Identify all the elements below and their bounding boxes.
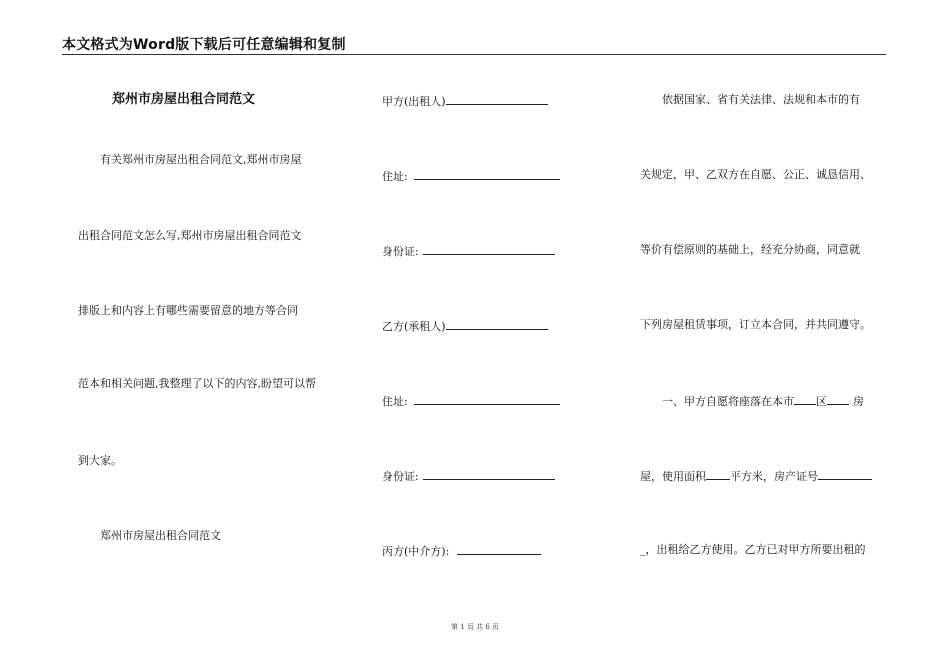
district-blank — [794, 393, 816, 405]
house-label: 房 — [853, 395, 864, 408]
col3-line-2: 关规定，甲、乙双方在自愿、公正、诚恳信用、 — [640, 168, 871, 181]
col3-line-5 — [662, 393, 864, 409]
document-title: 郑州市房屋出租合同范文 — [112, 92, 256, 107]
col1-line-1: 有关郑州市房屋出租合同范文,郑州市房屋 — [100, 153, 302, 166]
col3-line-1: 依据国家、省有关法律、法规和本市的有 — [662, 93, 860, 106]
col1-line-4: 范本和相关问题,我整理了以下的内容,盼望可以帮 — [78, 377, 316, 390]
district-label: 区 — [816, 395, 827, 408]
party-c-label: 丙方(中介方): — [382, 545, 450, 558]
page-footer: 第 1 页 共 6 页 — [450, 623, 500, 631]
clause-1-start: 一、甲方自愿将座落在本市 — [662, 395, 794, 408]
party-b-blank — [446, 318, 548, 330]
party-b-id-label: 身份证: — [382, 470, 419, 483]
party-b-id-row — [382, 468, 555, 484]
document-header: 本文格式为Word版下载后可任意编辑和复制 — [62, 37, 346, 53]
party-a-blank — [446, 93, 548, 105]
party-a-label: 甲方(出租人) — [382, 95, 446, 108]
party-a-id-row — [382, 243, 555, 259]
street-blank — [827, 393, 849, 405]
col3-line-4: 下列房屋租赁事项，订立本合同，并共同遵守。 — [640, 318, 871, 331]
col1-subtitle: 郑州市房屋出租合同范文 — [100, 529, 221, 542]
col1-line-2: 出租合同范文怎么写,郑州市房屋出租合同范文 — [78, 229, 302, 242]
party-b-address-label: 住址: — [382, 395, 408, 408]
col3-line-6 — [640, 468, 872, 484]
header-divider — [62, 54, 886, 55]
col1-line-3: 排版上和内容上有哪些需要留意的地方等合同 — [78, 304, 298, 317]
party-a-address-row — [382, 168, 560, 184]
area-label: 屋，使用面积 — [640, 470, 706, 483]
area-blank — [706, 468, 730, 480]
party-c-row — [382, 543, 541, 559]
party-a-id-label: 身份证: — [382, 245, 419, 258]
party-a-address-label: 住址: — [382, 170, 408, 183]
col1-line-5: 到大家。 — [78, 454, 122, 467]
col3-line-7: _，出租给乙方使用。乙方已对甲方所要出租的 — [640, 543, 866, 556]
party-a-id-blank — [423, 243, 555, 255]
cert-label: 平方米，房产证号 — [730, 470, 818, 483]
party-b-address-row — [382, 393, 560, 409]
party-a-row — [382, 93, 548, 109]
party-b-row — [382, 318, 548, 334]
party-b-id-blank — [423, 468, 555, 480]
party-b-label: 乙方(承租人) — [382, 320, 446, 333]
cert-blank — [818, 468, 872, 480]
col3-line-3: 等价有偿原则的基础上，经充分协商，同意就 — [640, 243, 860, 256]
party-c-blank — [457, 543, 541, 555]
party-b-address-blank — [414, 393, 560, 405]
party-a-address-blank — [414, 168, 560, 180]
